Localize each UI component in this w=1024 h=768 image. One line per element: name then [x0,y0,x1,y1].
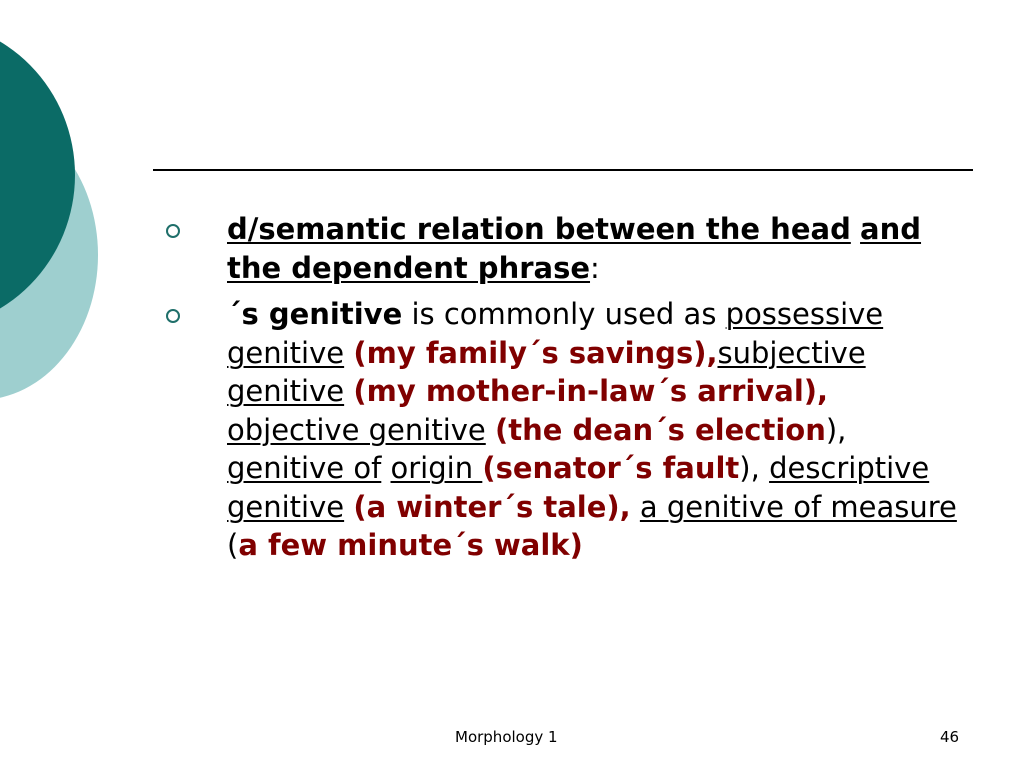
genitive-of-term: genitive of [227,451,382,485]
genitive-of-measure-term: a genitive of measure [639,489,957,524]
bullet-circle-icon [166,224,180,238]
punctuation: ), [825,412,847,447]
measure-example: a few minute´s walk) [238,528,583,562]
possessive-genitive-term: possessive genitive [227,297,884,370]
open-paren: ( [227,528,239,562]
page-number: 46 [940,728,960,746]
descriptive-example: (a winter´s tale), [353,489,631,524]
space [486,413,495,447]
origin-term: origin [390,451,483,485]
s-genitive-term: ´s genitive [227,297,403,331]
space [344,374,353,408]
punctuation: ), [739,451,770,485]
space [344,336,353,370]
origin-example: (senator´s fault [482,451,740,485]
item1-heading: d/semantic relation between the head [227,212,851,246]
bullet-item-s-genitive [227,295,967,565]
bullet-item-semantic-relation [227,210,967,287]
objective-genitive-term: objective genitive [227,412,486,447]
item1-space [851,212,860,246]
subjective-example: (my mother-in-law´s arrival), [353,374,829,408]
bullet-circle-icon [166,309,180,323]
possessive-example: (my family´s savings), [353,335,718,370]
objective-example: (the dean´s election [494,412,826,447]
space [344,490,353,524]
space [631,490,640,524]
item1-colon: : [590,250,600,285]
space [381,451,390,485]
descriptive-genitive-term: descriptive genitive [227,451,930,524]
title-divider [153,169,973,171]
subjective-genitive-term: subjective genitive [227,335,866,408]
footer-title: Morphology 1 [455,728,558,746]
intro-text: is commonly used as [402,297,726,331]
item1-dependent-phrase: and the dependent phrase [227,212,922,285]
